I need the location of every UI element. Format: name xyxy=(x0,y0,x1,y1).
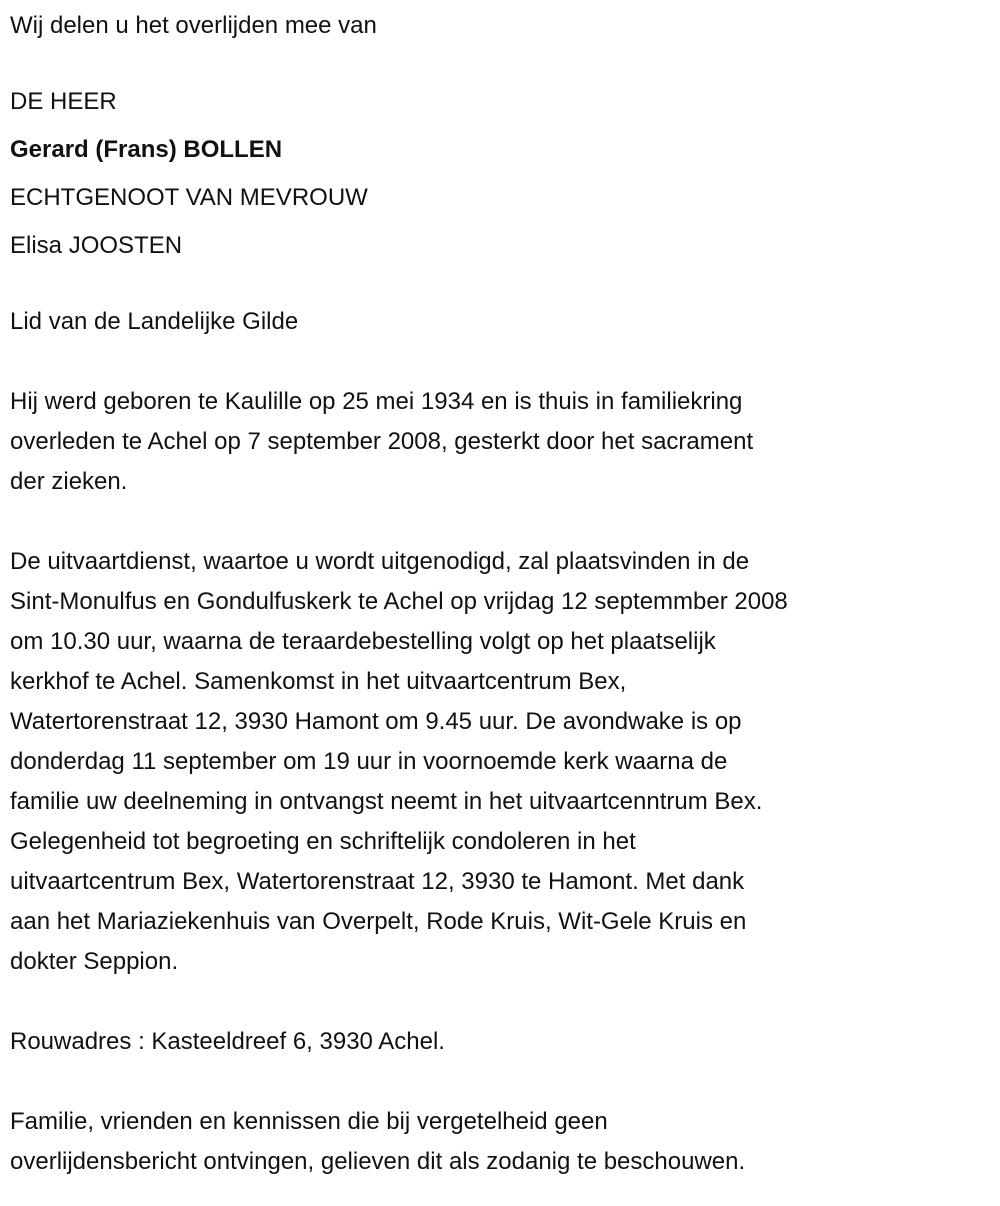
closing-paragraph xyxy=(10,1102,1000,1182)
paragraph-line: der zieken. xyxy=(10,468,128,495)
paragraph-line: aan het Mariaziekenhuis van Overpelt, Rode Kruis, Wit-Gele Kruis en xyxy=(10,908,747,935)
deceased-name: Gerard (Frans) BOLLEN xyxy=(10,136,283,163)
paragraph-line: Hij werd geboren te Kaulille op 25 mei 1934 en is thuis in familiekring xyxy=(10,388,743,415)
paragraph-line: overleden te Achel op 7 september 2008, gesterkt door het sacrament xyxy=(10,428,754,455)
birth-death-paragraph xyxy=(10,382,1000,502)
paragraph-line: dokter Seppion. xyxy=(10,948,179,975)
obituary-document xyxy=(10,6,1000,1182)
funeral-paragraph xyxy=(10,542,1000,982)
membership-text: Lid van de Landelijke Gilde xyxy=(10,308,299,335)
paragraph-line: Familie, vrienden en kennissen die bij vergetelheid geen xyxy=(10,1108,608,1135)
mourning-address: Rouwadres : Kasteeldreef 6, 3930 Achel. xyxy=(10,1028,445,1055)
intro-text: Wij delen u het overlijden mee van xyxy=(10,12,377,39)
paragraph-line: Watertorenstraat 12, 3930 Hamont om 9.45 uur. De avondwake is op xyxy=(10,708,742,735)
paragraph-line: overlijdensbericht ontvingen, gelieven dit als zodanig te beschouwen. xyxy=(10,1148,746,1175)
spouse-name: Elisa JOOSTEN xyxy=(10,232,183,259)
spouse-label: ECHTGENOOT VAN MEVROUW xyxy=(10,184,368,211)
paragraph-line: De uitvaartdienst, waartoe u wordt uitgenodigd, zal plaatsvinden in de xyxy=(10,548,750,575)
paragraph-line: uitvaartcentrum Bex, Watertorenstraat 12, 3930 te Hamont. Met dank xyxy=(10,868,745,895)
paragraph-line: om 10.30 uur, waarna de teraardebestelling volgt op het plaatselijk xyxy=(10,628,716,655)
paragraph-line: Gelegenheid tot begroeting en schriftelijk condoleren in het xyxy=(10,828,636,855)
paragraph-line: familie uw deelneming in ontvangst neemt in het uitvaartcenntrum Bex. xyxy=(10,788,763,815)
title-text: DE HEER xyxy=(10,88,117,115)
paragraph-line: kerkhof te Achel. Samenkomst in het uitvaartcentrum Bex, xyxy=(10,668,627,695)
paragraph-line: Sint-Monulfus en Gondulfuskerk te Achel op vrijdag 12 septemmber 2008 xyxy=(10,588,788,615)
paragraph-line: donderdag 11 september om 19 uur in voornoemde kerk waarna de xyxy=(10,748,728,775)
